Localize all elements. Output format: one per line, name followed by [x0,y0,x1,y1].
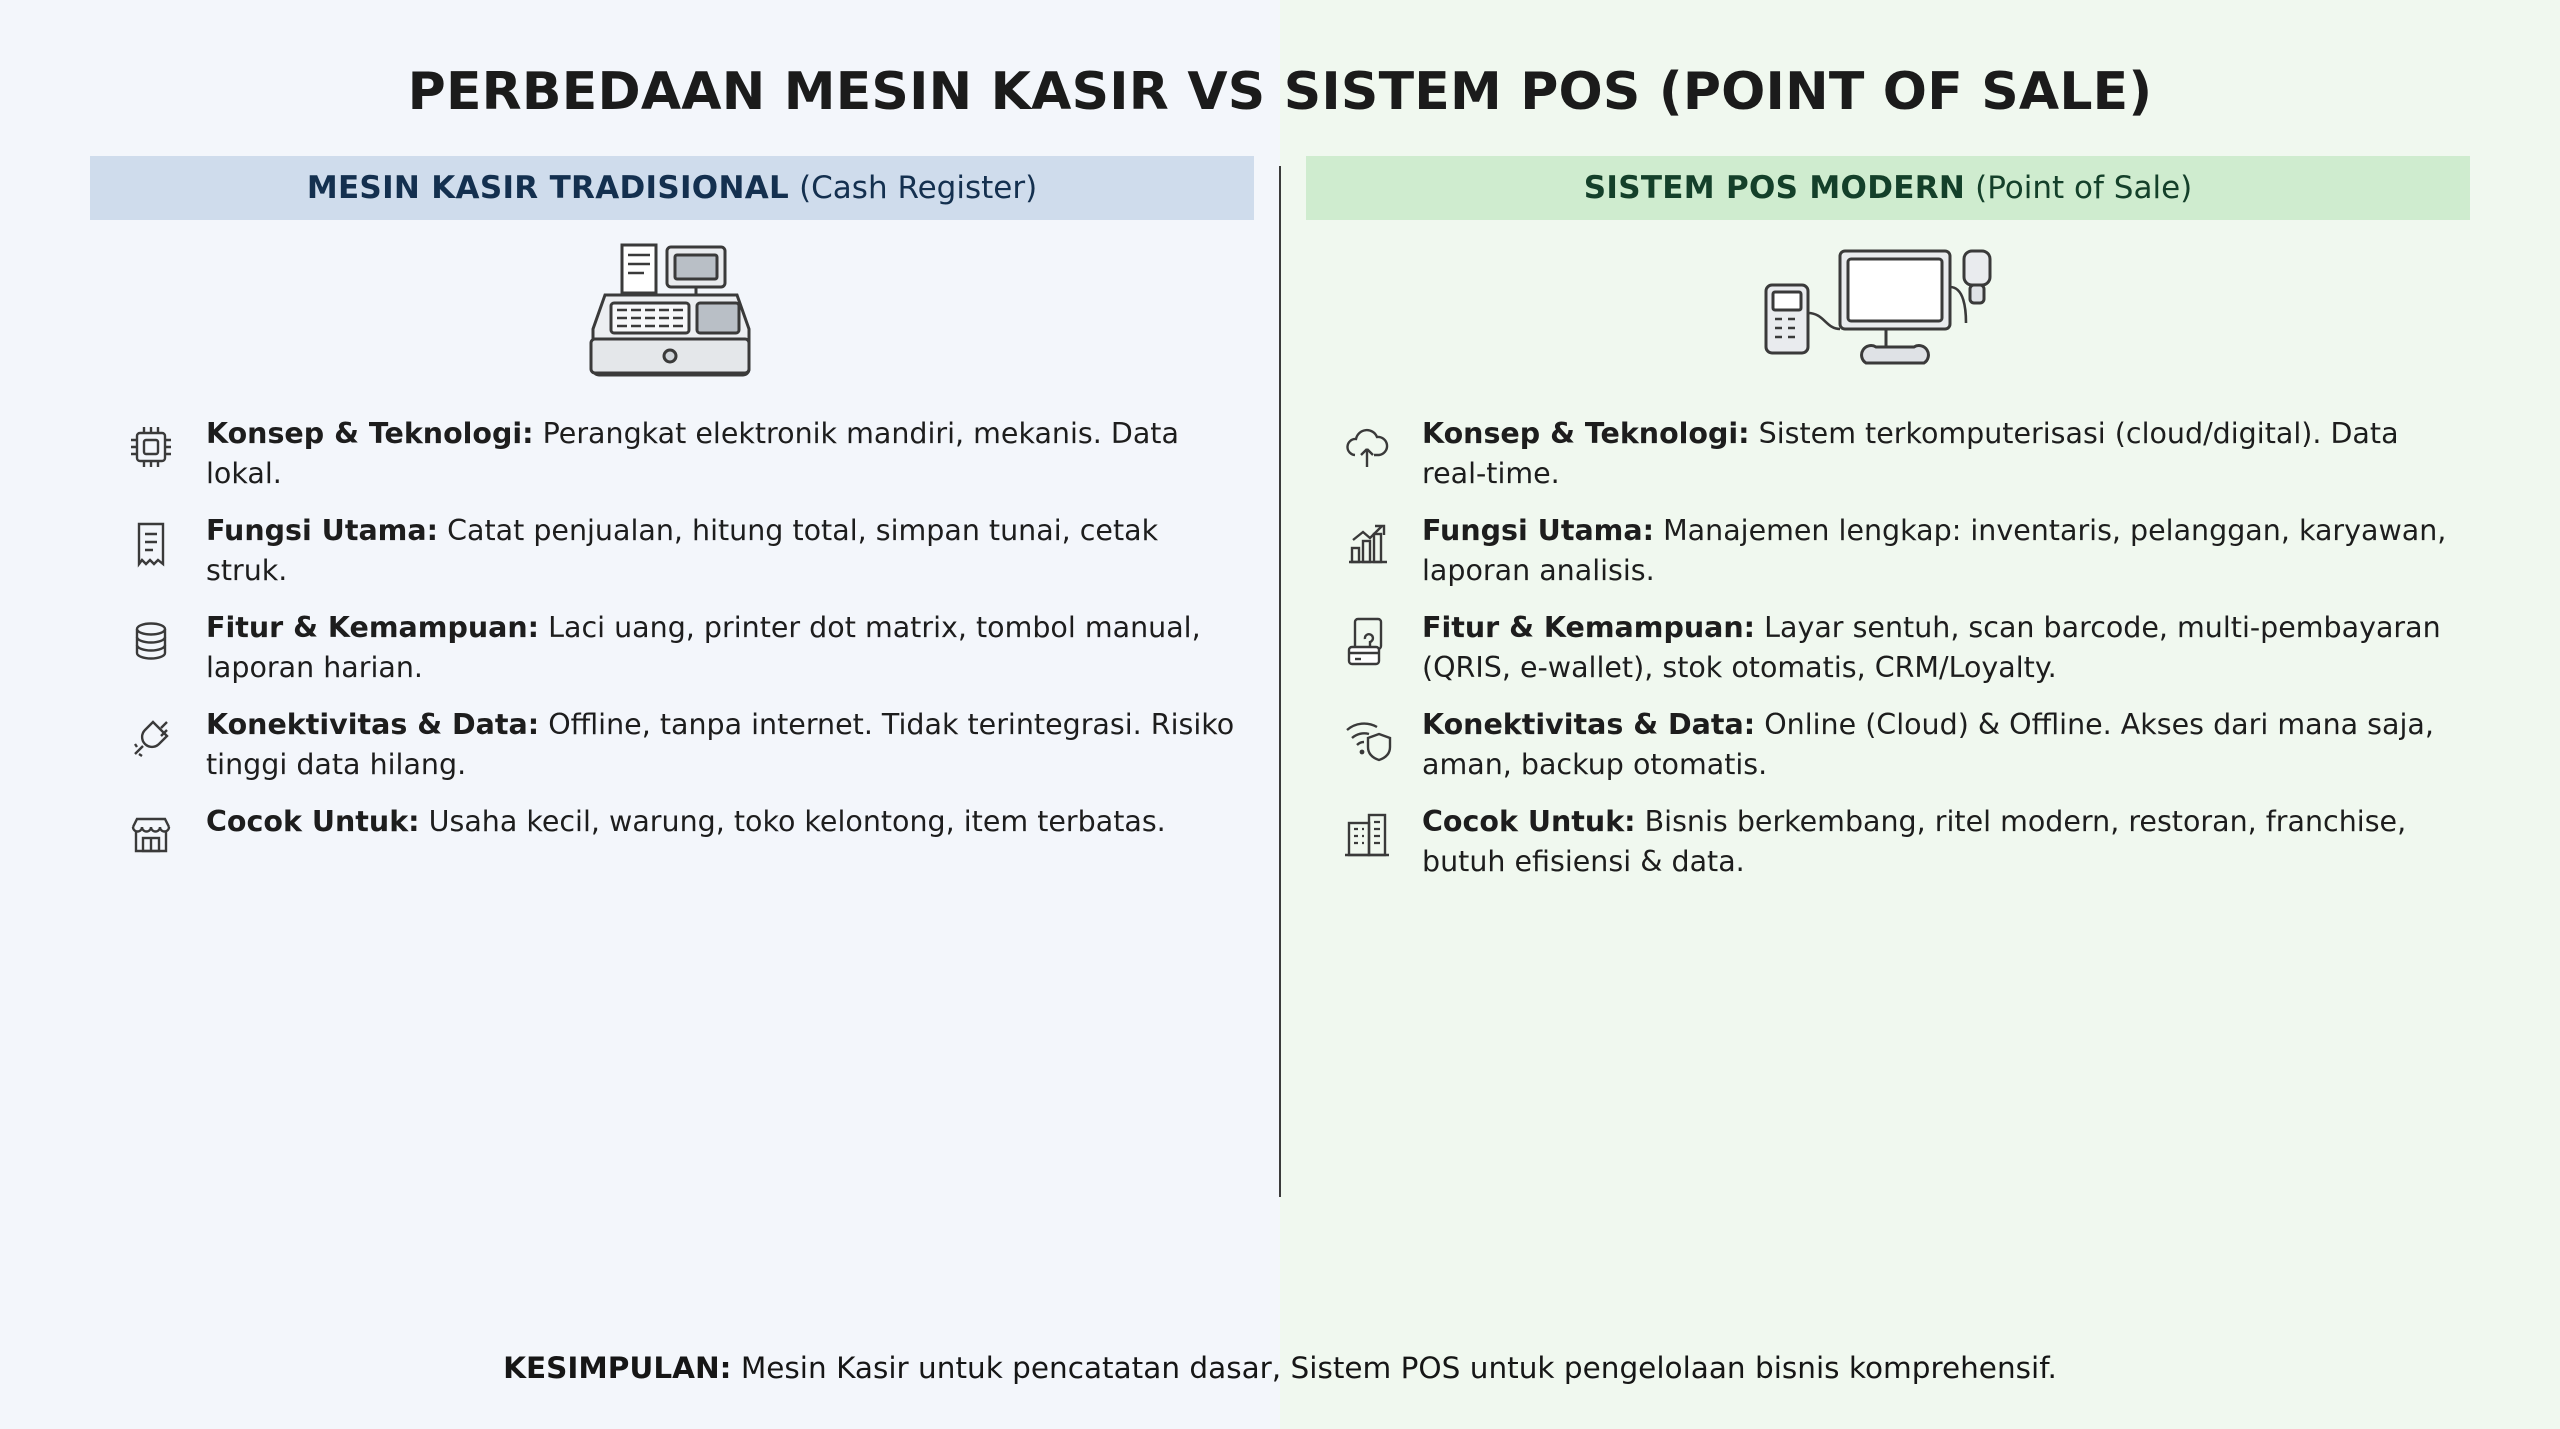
list-item-desc: Offline, tanpa internet. Tidak terintegrasi. Risiko tinggi data hilang. [206,707,1235,782]
list-item [1332,703,2460,786]
list-item [116,412,1244,495]
pos-terminal-illustration [1306,234,2470,404]
column-header-title: SISTEM POS MODERN [1583,170,1966,206]
list-item-desc: Bisnis berkembang, ritel modern, restoran, franchise, butuh efisiensi & data. [1422,804,2407,879]
list-item [1332,800,2460,883]
column-modern [1280,156,2470,1329]
list-item-label: Konektivitas & Data: [206,707,540,741]
comparison-columns [90,156,2470,1329]
building-icon [1332,802,1402,868]
list-item-desc: Manajemen lengkap: inventaris, pelanggan, karyawan, laporan analisis. [1422,513,2447,588]
list-item [116,509,1244,592]
column-header-subtitle: (Point of Sale) [1975,170,2193,206]
items-modern [1306,412,2470,883]
column-traditional [90,156,1280,1329]
list-item-desc: Perangkat elektronik mandiri, mekanis. Data lokal. [206,417,1179,491]
list-item-text [206,509,1244,592]
conclusion-text: Mesin Kasir untuk pencatatan dasar, Sistem POS untuk pengelolaan bisnis komprehensif. [731,1351,2057,1385]
wifi-shield-icon [1332,705,1402,771]
list-item-text [1422,703,2460,786]
list-item-label: Konsep & Teknologi: [1422,417,1750,450]
list-item [116,606,1244,689]
list-item-text [1422,412,2460,495]
list-item-desc: Usaha kecil, warung, toko kelontong, item terbatas. [419,804,1166,838]
list-item [1332,509,2460,592]
list-item-text [206,606,1244,689]
list-item-text [1422,800,2460,883]
column-divider [1279,166,1281,1197]
unplugged-icon [116,705,186,771]
chip-icon [116,414,186,480]
list-item-label: Konsep & Teknologi: [206,417,534,450]
list-item-desc: Sistem terkomputerisasi (cloud/digital). Data real-time. [1422,417,2399,491]
list-item [1332,606,2460,689]
list-item-label: Cocok Untuk: [1422,804,1636,838]
column-header-title: MESIN KASIR TRADISIONAL [306,170,790,206]
column-header-subtitle: (Cash Register) [799,170,1038,206]
bar-chart-growth-icon [1332,511,1402,577]
column-header-traditional [90,156,1254,220]
list-item-text [1422,509,2460,592]
list-item-desc: Catat penjualan, hitung total, simpan tunai, cetak struk. [206,513,1159,588]
list-item-desc: Layar sentuh, scan barcode, multi-pembayaran (QRIS, e-wallet), stok otomatis, CRM/Loyalty. [1422,610,2441,685]
list-item-label: Fitur & Kemampuan: [206,610,540,644]
cash-register-illustration [90,234,1254,404]
list-item-label: Fungsi Utama: [206,513,439,547]
conclusion-label: KESIMPULAN: [503,1351,732,1385]
list-item-desc: Online (Cloud) & Offline. Akses dari mana saja, aman, backup otomatis. [1422,707,2434,782]
touchscreen-card-icon [1332,608,1402,674]
list-item-label: Konektivitas & Data: [1422,707,1756,741]
column-header-modern [1306,156,2470,220]
list-item-label: Fungsi Utama: [1422,513,1655,547]
list-item-text [206,412,1244,495]
list-item-text [206,800,1166,842]
list-item-text [1422,606,2460,689]
page-title: PERBEDAAN MESIN KASIR VS SISTEM POS (POINT OF SALE) [407,62,2153,122]
conclusion [90,1329,2470,1429]
list-item [116,800,1244,868]
list-item-desc: Laci uang, printer dot matrix, tombol manual, laporan harian. [206,610,1201,685]
list-item [116,703,1244,786]
list-item [1332,412,2460,495]
list-item-text [206,703,1244,786]
items-traditional [90,412,1254,868]
cloud-upload-icon [1332,414,1402,480]
list-item-label: Fitur & Kemampuan: [1422,610,1756,644]
receipt-icon [116,511,186,577]
store-icon [116,802,186,868]
coins-icon [116,608,186,674]
list-item-label: Cocok Untuk: [206,804,420,838]
